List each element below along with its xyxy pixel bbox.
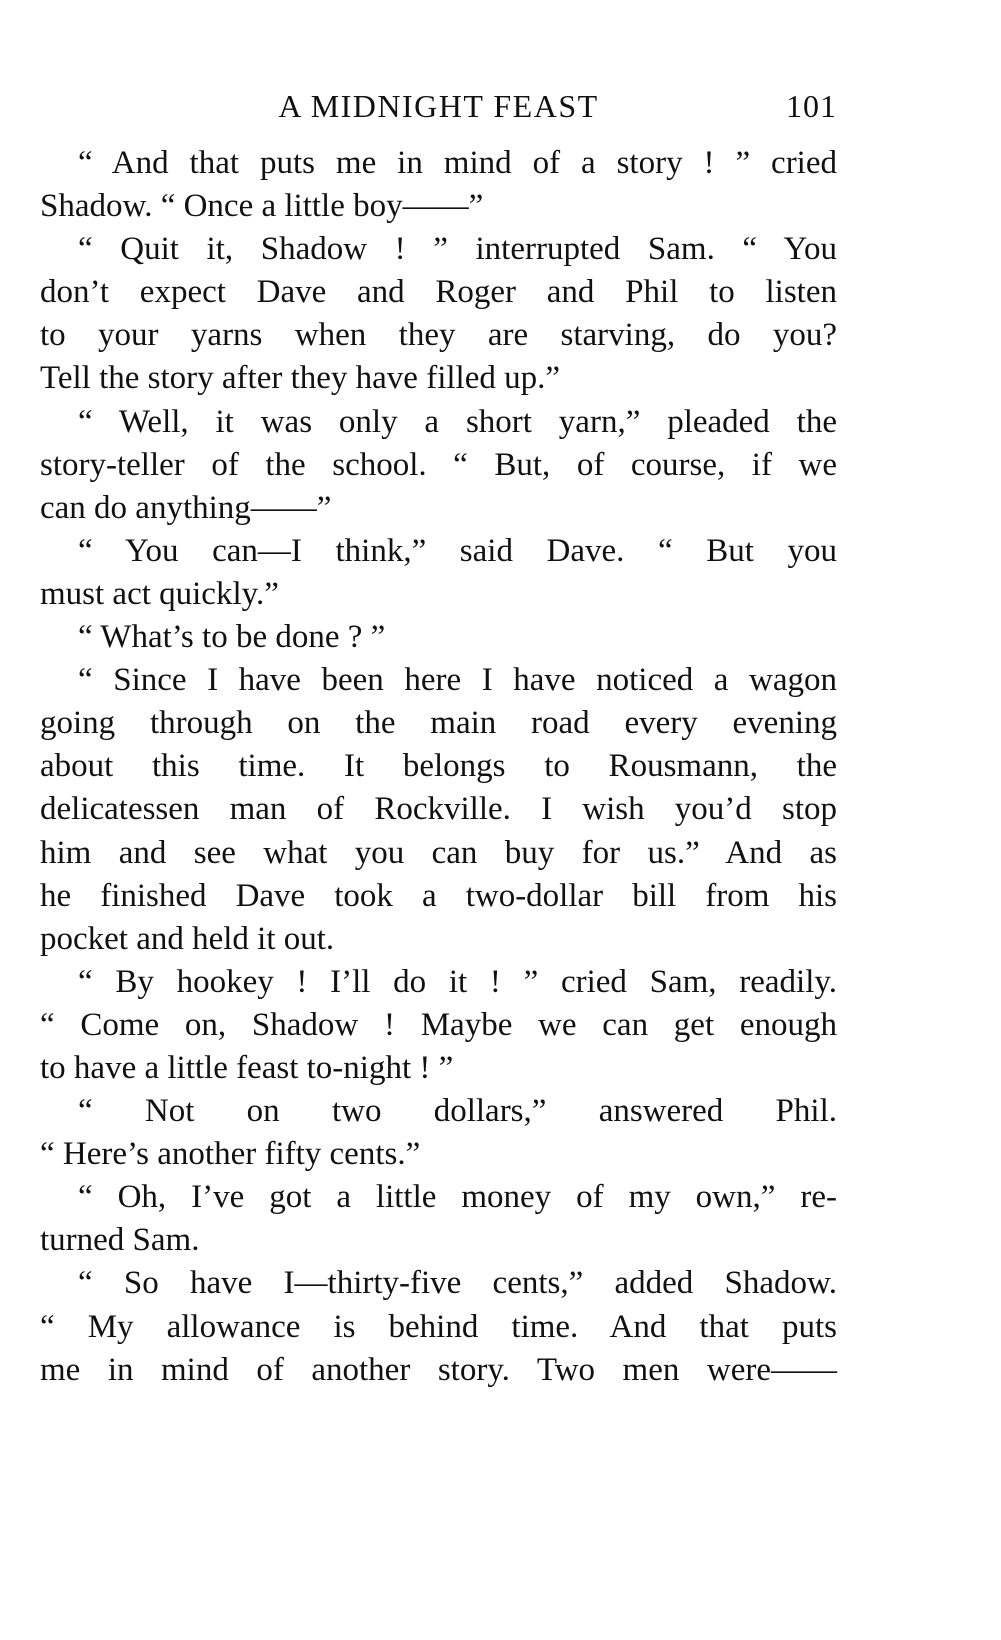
text-line: “ Here’s another fifty cents.” xyxy=(40,1136,421,1173)
text-line: “ Quit it, Shadow ! ” interrupted Sam. “ You xyxy=(78,231,837,268)
text-line: can do anything——” xyxy=(40,489,332,526)
text-line: me in mind of another story. Two men were—— xyxy=(40,1351,837,1388)
text-line: “ My allowance is behind time. And that puts xyxy=(40,1308,837,1345)
text-line: delicatessen man of Rockville. I wish you’d stop xyxy=(40,791,837,828)
text-line: story-teller of the school. “ But, of course, if we xyxy=(40,446,837,483)
body-text xyxy=(40,142,837,1392)
text-line: going through on the main road every evening xyxy=(40,705,837,742)
running-head xyxy=(40,84,837,128)
text-line: about this time. It belongs to Rousmann, the xyxy=(40,748,837,785)
text-line: “ Since I have been here I have noticed a wagon xyxy=(78,662,837,699)
text-line: “ Come on, Shadow ! Maybe we can get enough xyxy=(40,1006,837,1043)
text-line: don’t expect Dave and Roger and Phil to listen xyxy=(40,274,837,311)
chapter-title: A MIDNIGHT FEAST xyxy=(278,88,599,124)
text-line: Shadow. “ Once a little boy——” xyxy=(40,188,484,225)
text-line: “ So have I—thirty-five cents,” added Shadow. xyxy=(78,1265,837,1302)
text-line: “ Not on two dollars,” answered Phil. xyxy=(78,1093,837,1130)
text-line: turned Sam. xyxy=(40,1222,200,1259)
text-line: “ What’s to be done ? ” xyxy=(78,619,386,656)
text-line: “ By hookey ! I’ll do it ! ” cried Sam, readily. xyxy=(78,963,837,1000)
text-line: to have a little feast to-night ! ” xyxy=(40,1049,454,1086)
text-line: pocket and held it out. xyxy=(40,920,335,957)
text-line: he finished Dave took a two-dollar bill from his xyxy=(40,877,837,914)
text-line: “ And that puts me in mind of a story ! ” cried xyxy=(78,145,837,181)
text-line: Tell the story after they have filled up.” xyxy=(40,360,560,397)
text-line: him and see what you can buy for us.” And as xyxy=(40,834,837,871)
text-line: must act quickly.” xyxy=(40,575,279,612)
text-line: “ Well, it was only a short yarn,” pleaded the xyxy=(78,403,837,440)
page-number: 101 xyxy=(786,88,837,124)
text-line: “ Oh, I’ve got a little money of my own,” re- xyxy=(78,1179,837,1216)
text-line: “ You can—I think,” said Dave. “ But you xyxy=(78,532,837,569)
text-line: to your yarns when they are starving, do you? xyxy=(40,317,837,354)
